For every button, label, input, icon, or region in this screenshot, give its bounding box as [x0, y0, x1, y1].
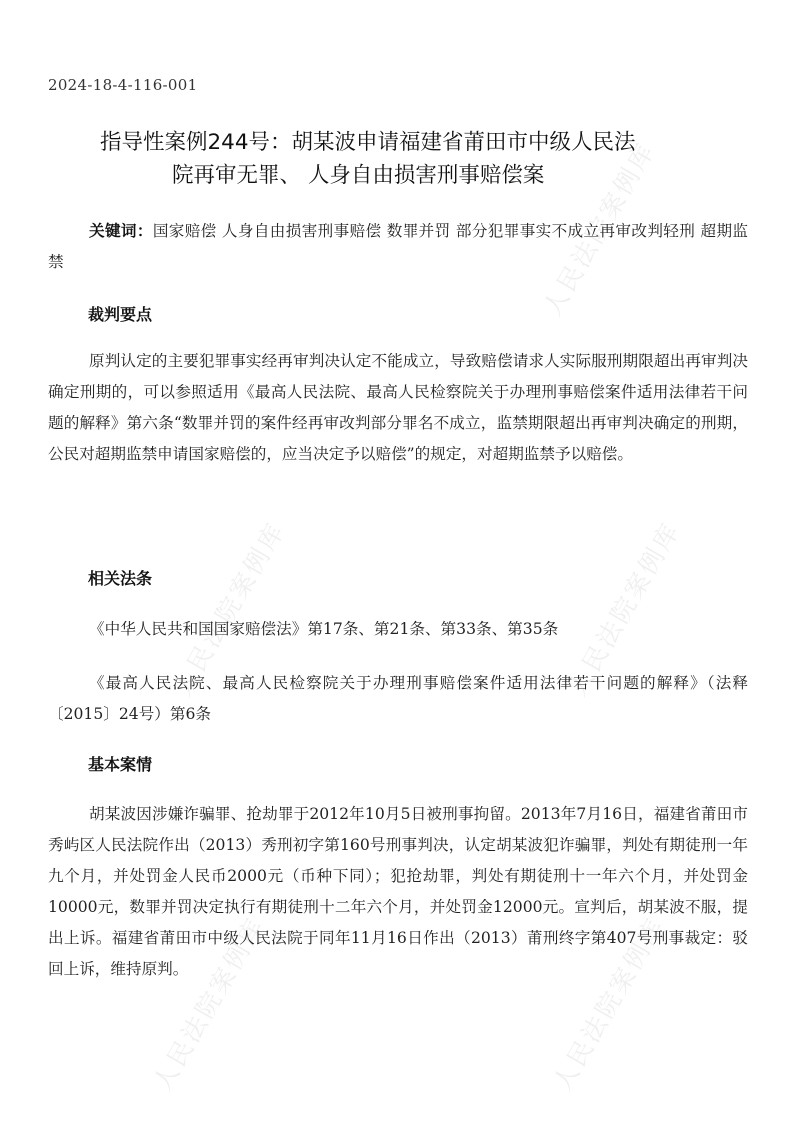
- title-line-1: 指导性案例244号：胡某波申请福建省莆田市中级人民法: [100, 130, 636, 155]
- watermark: 人民法院案例库: [537, 136, 661, 321]
- watermark: 人民法院案例库: [547, 911, 671, 1096]
- related-law-item: 《最高人民法院、最高人民检察院关于办理刑事赔偿案件适用法律若干问题的解释》（法释〔2015〕24号）第6条: [48, 674, 748, 723]
- watermark: 人民法院案例库: [147, 911, 271, 1096]
- keywords: [48, 216, 748, 278]
- watermark: 人民法院案例库: [562, 516, 686, 701]
- case-id: 2024-18-4-116-001: [48, 76, 198, 94]
- section-heading-ruling-points: 裁判要点: [88, 305, 153, 324]
- watermark: 人民法院案例库: [167, 516, 291, 701]
- page-title: [100, 126, 750, 192]
- section-heading-basic-facts: 基本案情: [88, 755, 153, 774]
- title-line-2: 院再审无罪、 人身自由损害刑事赔偿案: [172, 163, 545, 188]
- keywords-text: 国家赔偿 人身自由损害刑事赔偿 数罪并罚 部分犯罪事实不成立再审改判轻刑 超期监禁: [48, 222, 748, 271]
- ruling-points-text: 原判认定的主要犯罪事实经再审判决认定不能成立，导致赔偿请求人实际服刑期限超出再审判决确定刑期的，可以参照适用《最高人民法院、最高人民检察院关于办理刑事赔偿案件适用法律若干问题的解释》第六条“数罪并罚的案件经再审改判部分罪名不成立，监禁期限超出再审判决确定的刑期，公民对超期监禁申请国家赔偿的，应当决定予以赔偿”的规定，对超期监禁予以赔偿。: [48, 352, 748, 463]
- related-law-item: 《中华人民共和国国家赔偿法》第17条、第21条、第33条、第35条: [89, 620, 559, 638]
- section-heading-related-laws: 相关法条: [88, 569, 153, 588]
- basic-facts-text: 胡某波因涉嫌诈骗罪、抢劫罪于2012年10月5日被刑事拘留。2013年7月16日，福建省莆田市秀屿区人民法院作出（2013）秀刑初字第160号刑事判决，认定胡某波犯诈骗罪，判处有期徒刑一年九个月，并处罚金人民币2000元（币种下同）；犯抢劫罪，判处有期徒刑十一年六个月，并处罚金10000元，数罪并罚决定执行有期徒刑十二年六个月，并处罚金12000元。宣判后，胡某波不服，提出上诉。福建省莆田市中级人民法院于同年11月16日作出（2013）莆刑终字第407号刑事裁定：驳回上诉，维持原判。: [48, 805, 748, 978]
- keywords-label: 关键词：: [89, 222, 153, 240]
